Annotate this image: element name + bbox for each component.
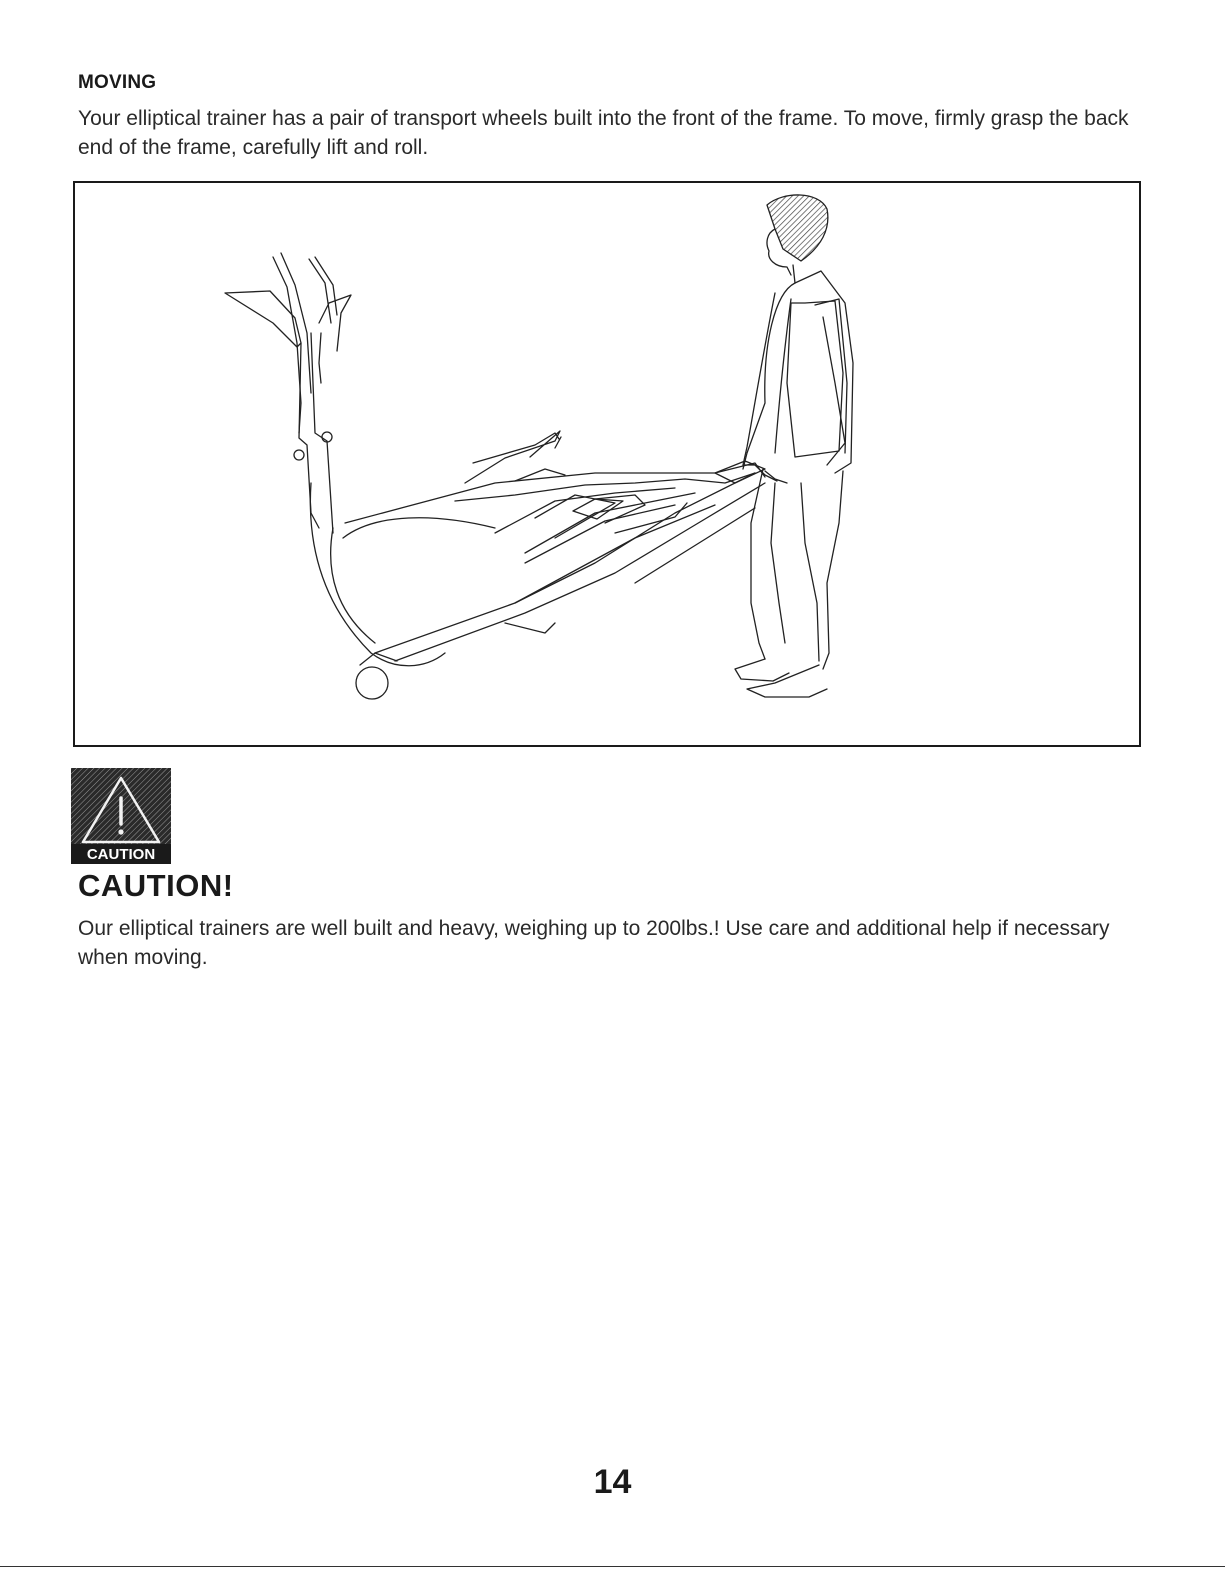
moving-heading: MOVING	[78, 72, 157, 93]
caution-paragraph: Our elliptical trainers are well built and heavy, weighing up to 200lbs.! Use care and additional help if necessary when moving.	[78, 917, 1110, 969]
caution-badge-label: CAUTION	[86, 846, 156, 863]
caution-title: CAUTION!	[78, 868, 234, 903]
caution-badge	[71, 768, 171, 869]
moving-paragraph: Your elliptical trainer has a pair of transport wheels built into the front of the frame. To move, firmly grasp the back end of the frame, carefully lift and roll.	[78, 107, 1129, 159]
warning-triangle-icon	[71, 768, 171, 864]
page-number: 14	[593, 1463, 632, 1501]
bottom-rule	[0, 1566, 1225, 1567]
moving-illustration	[73, 181, 1141, 747]
elliptical-trainer-illustration	[75, 183, 1139, 745]
